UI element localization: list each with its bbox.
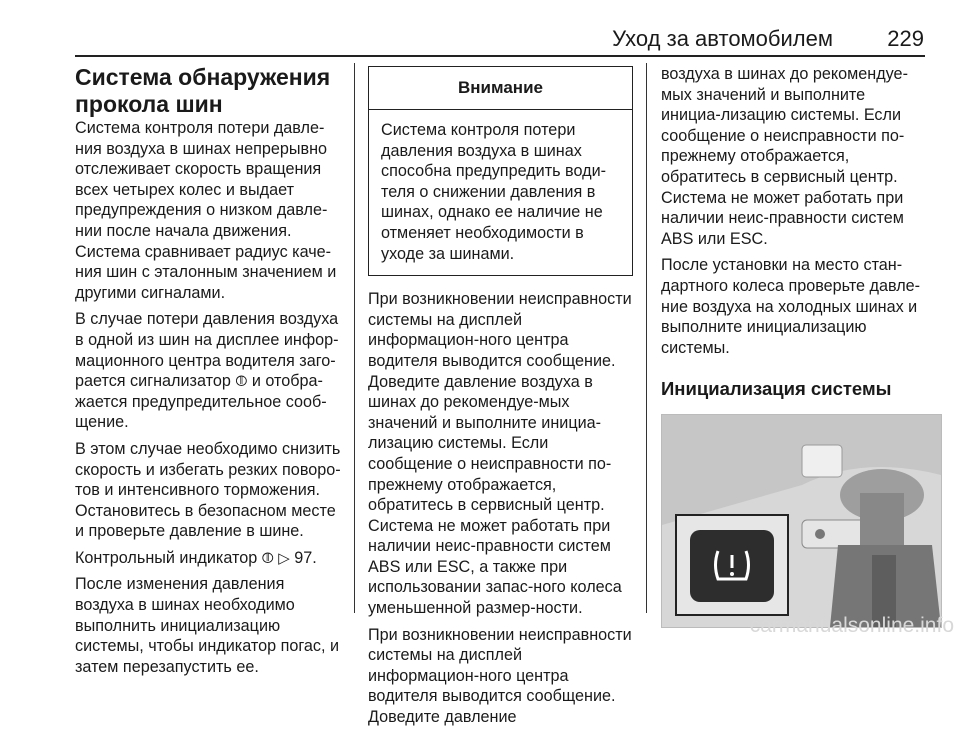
paragraph: В этом случае необходимо снизить скорость и избегать резких поворо-тов и интенсивного торможения. Остановитесь в безопасном месте и проверьте давление в шине.	[75, 439, 341, 541]
page-header	[0, 23, 960, 59]
warning-box	[368, 66, 633, 276]
tpms-button-illustration	[662, 415, 941, 627]
column-divider	[646, 63, 647, 613]
watermark: carmanualsonline.info	[749, 614, 954, 637]
console-illustration	[661, 414, 942, 628]
page-reference[interactable]: 97.	[294, 548, 317, 567]
page-reference-arrow-icon: ▷	[278, 548, 290, 567]
left-column	[75, 64, 347, 683]
section-title: Уход за автомобилем	[612, 26, 833, 51]
paragraph: Система контроля потери давле-ния воздуха в шинах непрерывно отслеживает скорость вращения всех четырех колес и выдает предупреждения о низком давле-нии после начала движения. Система сравнивает радиус каче-ния шин с эталонным значением и другими сигналами.	[75, 119, 337, 302]
column-divider	[354, 63, 355, 613]
subsection-heading: Инициализация системы	[661, 378, 892, 400]
paragraph: При возникновении неисправности системы на дисплей информацион-ного центра водителя выводится сообщение. Доведите давление	[368, 625, 632, 727]
paragraph: В случае потери давления воздуха в одной из шин на дисплее инфор-мационного центра водителя заго-рается сигнализатор ⦷ и отобра-жается предупредительное сооб-щение.	[75, 310, 339, 432]
tire-pressure-icon: ⦷	[235, 372, 248, 391]
page-number: 229	[887, 26, 924, 51]
paragraph: воздуха в шинах до рекомендуе-мых значений и выполните инициа-лизацию системы. Если сообщение о неисправности по-прежнему отображается, обратитесь в сервисный центр. Система не может работать при наличии неис-правности систем ABS или ESC.	[661, 65, 908, 248]
paragraph: После изменения давления воздуха в шинах необходимо выполнить инициализацию системы, чтобы индикатор погас, и затем перезапустить ее.	[75, 575, 340, 676]
paragraph: Контрольный индикатор ⦷ ▷ 97.	[75, 548, 317, 567]
header-rule	[75, 55, 925, 57]
warning-title: Внимание	[369, 67, 632, 110]
section-heading: Система обнаружения прокола шин	[75, 64, 331, 117]
warning-text: Система контроля потери давления воздуха в шинах способна предупредить води-теля о снижении давления в шинах, однако ее наличие не отменяет необходимости в уходе за шинами.	[381, 121, 606, 263]
right-column	[661, 64, 929, 628]
paragraph: При возникновении неисправности системы на дисплей информацион-ного центра водителя выводится сообщение. Доведите давление воздуха в шинах до рекомендуе-мых значений и выполните инициа-лизацию системы. Если сообщение о неисправности по-прежнему отображается, обратитесь в сервисный центр. Система не может работать при наличии неис-правности систем ABS или ESC, а также при использовании запас-ного колеса уменьшенной размер-ности.	[368, 290, 632, 618]
paragraph: После установки на место стан-дартного колеса проверьте давле-ние воздуха на холодных шинах и выполните инициализацию системы.	[661, 256, 921, 357]
tire-pressure-icon: ⦷	[261, 548, 274, 567]
middle-column	[368, 64, 633, 734]
